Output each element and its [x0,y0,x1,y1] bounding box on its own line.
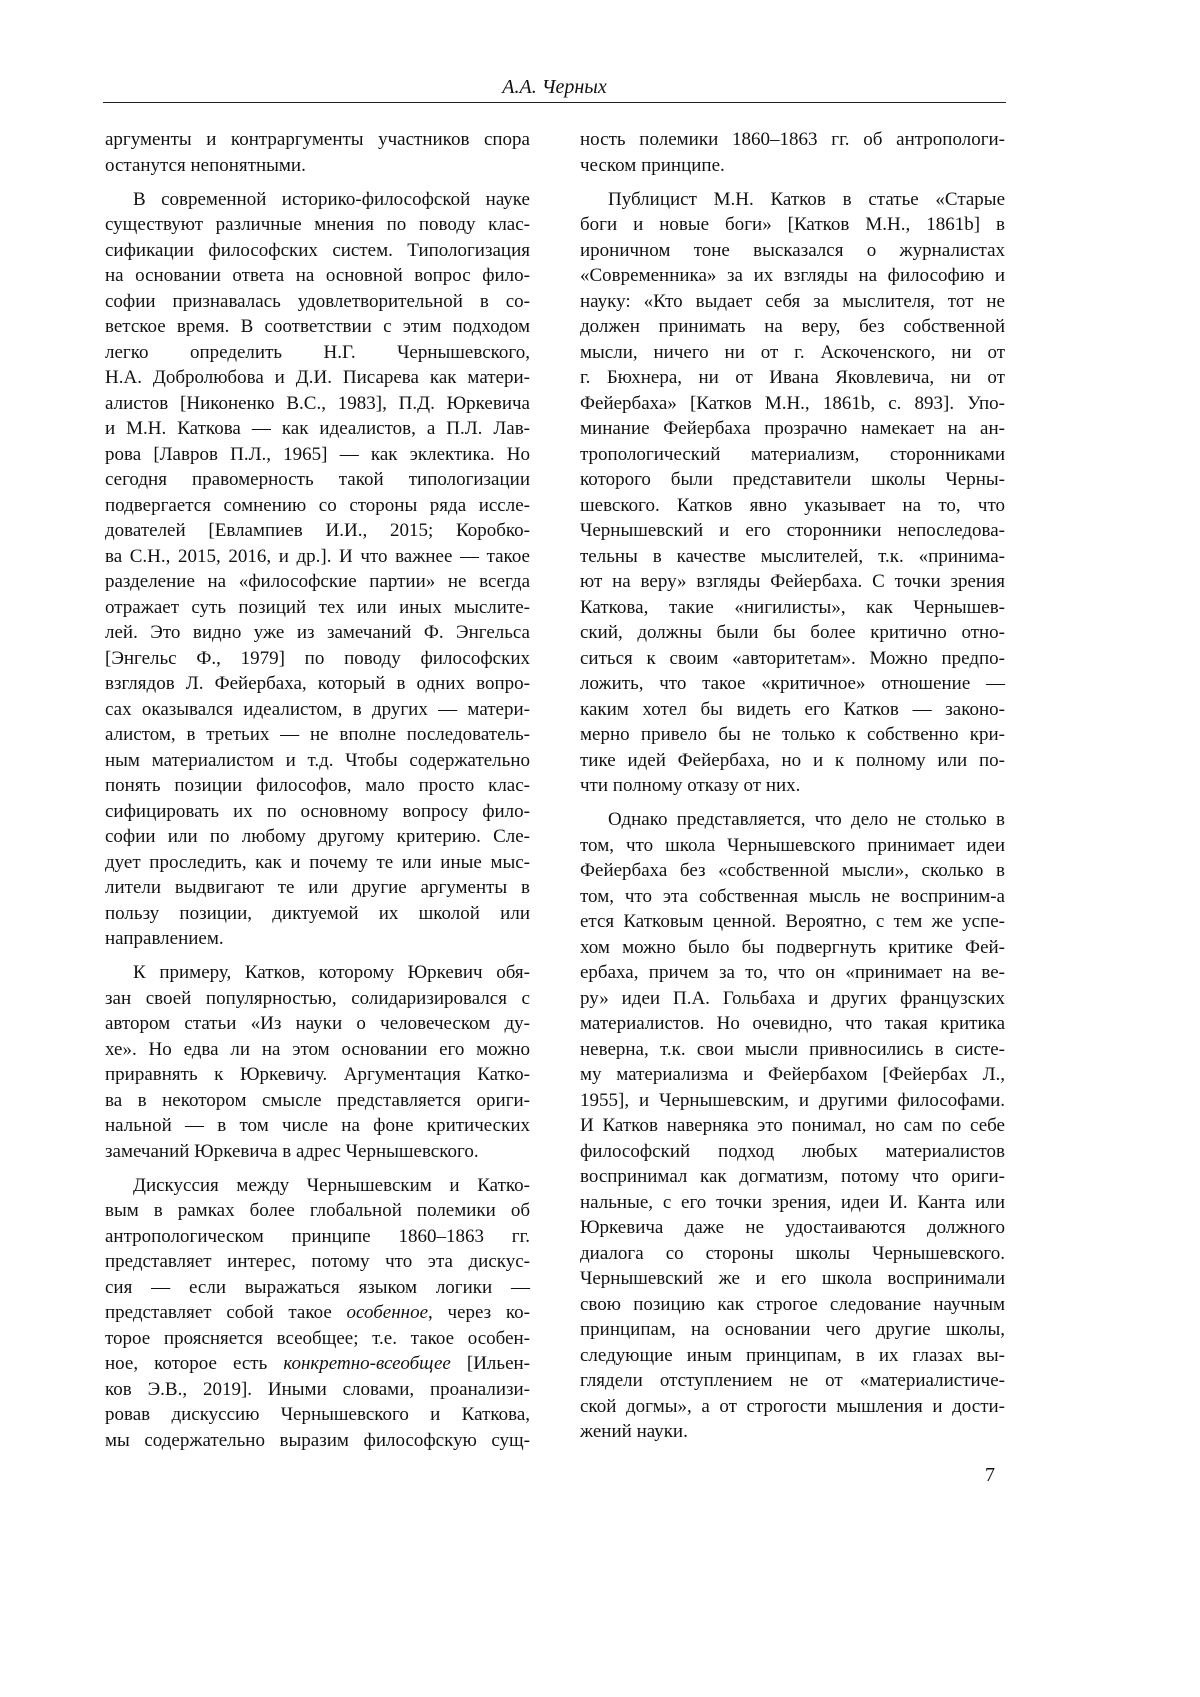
text-segment: , через ко- [428,1302,530,1323]
italic-term: конкретно-всеобщее [283,1353,450,1374]
text-line: тропологический материализм, сторонниками [580,442,1005,468]
text-segment: [Ильен- [451,1353,530,1374]
text-line: алистом, в третьих — не вполне последователь- [105,722,530,748]
text-line: ский, должны были бы более критично отно- [580,620,1005,646]
text-line: Фейербаха без «собственной мысли», сколько в [580,858,1005,884]
text-line: ложить, что такое «критичное» отношение — [580,671,1005,697]
text-line [105,1351,530,1377]
text-segment: представляет собой такое [105,1302,347,1323]
text-line: глядели отступлением не от «материалистиче- [580,1368,1005,1394]
text-line: Однако представляется, что дело не столько в [580,807,1005,833]
italic-term: особенное [347,1302,428,1323]
text-line: «Современника» за их взгляды на философию и [580,263,1005,289]
text-line: сегодня правомерность такой типологизации [105,467,530,493]
text-line: дует проследить, как и почему те или иные мыс- [105,850,530,876]
text-line: жений науки. [580,1419,1005,1445]
text-line: шевского. Катков явно указывает на то, что [580,493,1005,519]
text-line: неверна, т.к. свои мысли привносились в систе- [580,1037,1005,1063]
text-line: которого были представители школы Черны- [580,467,1005,493]
text-line: дователей [Евлампиев И.И., 2015; Коробко- [105,518,530,544]
running-header [103,74,1006,103]
text-line: В современной историко-философской науке [105,187,530,213]
right-column [580,127,1005,1453]
text-line: Юркевича даже не удостаиваются должного [580,1215,1005,1241]
paragraph [105,127,530,178]
text-line: приравнять к Юркевичу. Аргументация Катко- [105,1062,530,1088]
text-line: антропологическом принципе 1860–1863 гг. [105,1224,530,1250]
text-line: Дискуссия между Чернышевским и Катко- [105,1173,530,1199]
left-column [105,127,530,1462]
text-line: ветское время. В соответствии с этим подходом [105,314,530,340]
text-line: философский подход любых материалистов [580,1139,1005,1165]
paragraph [580,127,1005,178]
text-line: чти полному отказу от них. [580,773,1005,799]
text-line: ва С.Н., 2015, 2016, и др.]. И что важнее — такое [105,544,530,570]
text-line: вым в рамках более глобальной полемики об [105,1198,530,1224]
text-line: [Энгельс Ф., 1979] по поводу философских [105,646,530,672]
text-line: мысли, ничего ни от г. Аскоченского, ни от [580,340,1005,366]
text-line: нальной — в том числе на фоне критических [105,1113,530,1139]
text-line: софии признавалась удовлетворительной в со- [105,289,530,315]
text-line: Фейербаха» [Катков М.Н., 1861b, с. 893]. Упо- [580,391,1005,417]
running-title: А.А. Черных [502,76,606,98]
text-line: сах оказывался идеалистом, в других — матери- [105,697,530,723]
text-line: том, что школа Чернышевского принимает идеи [580,833,1005,859]
text-line: лей. Это видно уже из замечаний Ф. Энгельса [105,620,530,646]
text-line: минание Фейербаха прозрачно намекает на ан- [580,416,1005,442]
text-line: принципам, на основании чего другие школы, [580,1317,1005,1343]
text-line: ным материалистом и т.д. Чтобы содержательно [105,748,530,774]
text-line: ют на веру» взгляды Фейербаха. С точки зрения [580,569,1005,595]
text-line: ру» идеи П.А. Гольбаха и других французских [580,986,1005,1012]
text-line: хом можно было бы подвергнуть критике Фей- [580,935,1005,961]
text-line: ироничном тоне высказался о журналистах [580,238,1005,264]
text-line: К примеру, Катков, которому Юркевич обя- [105,960,530,986]
text-line: ность полемики 1860–1863 гг. об антропологи- [580,127,1005,153]
text-line: науку: «Кто выдает себя за мыслителя, тот не [580,289,1005,315]
text-line: легко определить Н.Г. Чернышевского, [105,340,530,366]
text-line: аргументы и контраргументы участников спора [105,127,530,153]
text-line [105,1300,530,1326]
text-line: лители выдвигают те или другие аргументы в [105,875,530,901]
text-line: направлением. [105,926,530,952]
text-line: воспринимал как догматизм, потому что ориги- [580,1164,1005,1190]
text-line: Чернышевский же и его школа воспринимали [580,1266,1005,1292]
text-line: алистов [Никоненко В.С., 1983], П.Д. Юркевича [105,391,530,417]
text-line: представляет интерес, потому что эта дискус- [105,1249,530,1275]
text-line: пользу позиции, диктуемой их школой или [105,901,530,927]
text-line: сия — если выражаться языком логики — [105,1275,530,1301]
text-line: 1955], и Чернышевским, и другими философами. [580,1088,1005,1114]
text-line: боги и новые боги» [Катков М.Н., 1861b] в [580,212,1005,238]
text-line: ется Катковым ценной. Вероятно, с тем же успе- [580,909,1005,935]
text-line: Чернышевский и его сторонники непоследова- [580,518,1005,544]
text-line: И Катков наверняка это понимал, но сам по себе [580,1113,1005,1139]
text-line: существуют различные мнения по поводу клас- [105,212,530,238]
text-line: хе». Но едва ли на этом основании его можно [105,1037,530,1063]
text-line: должен принимать на веру, без собственной [580,314,1005,340]
text-line: диалога со стороны школы Чернышевского. [580,1241,1005,1267]
text-line: ва в некотором смысле представляется ориги- [105,1088,530,1114]
text-line: на основании ответа на основной вопрос фило- [105,263,530,289]
page-number: 7 [985,1464,995,1487]
text-line: Публицист М.Н. Катков в статье «Старые [580,187,1005,213]
text-line: мерно привело бы не только к собственно кри- [580,722,1005,748]
text-line: Каткова, такие «нигилисты», как Чернышев- [580,595,1005,621]
paragraph [580,187,1005,799]
text-line: замечаний Юркевича в адрес Чернышевского. [105,1139,530,1165]
text-line: автором статьи «Из науки о человеческом ду- [105,1011,530,1037]
paragraph [105,960,530,1164]
text-line: ской догмы», а от строгости мышления и дости- [580,1394,1005,1420]
text-line: тике идей Фейербаха, но и к полному или по- [580,748,1005,774]
text-line: рова [Лавров П.Л., 1965] — как эклектика. Но [105,442,530,468]
text-line: останутся непонятными. [105,153,530,179]
text-line: ербаха, причем за то, что он «принимает на ве- [580,960,1005,986]
text-line: нальные, с его точки зрения, идеи И. Канта или [580,1190,1005,1216]
text-line: ровав дискуссию Чернышевского и Каткова, [105,1402,530,1428]
text-line: сификации философских систем. Типологизация [105,238,530,264]
paragraph [105,1173,530,1454]
text-line: тельны в качестве мыслителей, т.к. «принима- [580,544,1005,570]
text-line: понять позиции философов, мало просто клас- [105,773,530,799]
paragraph [580,807,1005,1445]
text-line: свою позицию как строгое следование научным [580,1292,1005,1318]
text-line: Н.А. Добролюбова и Д.И. Писарева как матери- [105,365,530,391]
text-line: разделение на «философские партии» не всегда [105,569,530,595]
text-line: и М.Н. Каткова — как идеалистов, а П.Л. Лав- [105,416,530,442]
text-line: софии или по любому другому критерию. Сле- [105,824,530,850]
text-line: ситься к своим «авторитетам». Можно предпо- [580,646,1005,672]
text-line: ческом принципе. [580,153,1005,179]
text-line: следующие иным принципам, в их глазах вы- [580,1343,1005,1369]
text-line: взглядов Л. Фейербаха, который в одних вопро- [105,671,530,697]
text-line: зан своей популярностью, солидаризировался с [105,986,530,1012]
text-line: каким хотел бы видеть его Катков — законо- [580,697,1005,723]
text-line: отражает суть позиций тех или иных мыслите- [105,595,530,621]
text-line: подвергается сомнению со стороны ряда иссле- [105,493,530,519]
text-line: му материализма и Фейербахом [Фейербах Л., [580,1062,1005,1088]
text-line: г. Бюхнера, ни от Ивана Яковлевича, ни от [580,365,1005,391]
paragraph [105,187,530,952]
text-segment: ное, которое есть [105,1353,283,1374]
text-line: том, что эта собственная мысль не восприним-а [580,884,1005,910]
text-line: ков Э.В., 2019]. Иными словами, проанализи- [105,1377,530,1403]
text-line: торое проясняется всеобщее; т.е. такое особен- [105,1326,530,1352]
text-line: сифицировать их по основному вопросу фило- [105,799,530,825]
text-line: мы содержательно выразим философскую сущ- [105,1428,530,1454]
text-line: материалистов. Но очевидно, что такая критика [580,1011,1005,1037]
